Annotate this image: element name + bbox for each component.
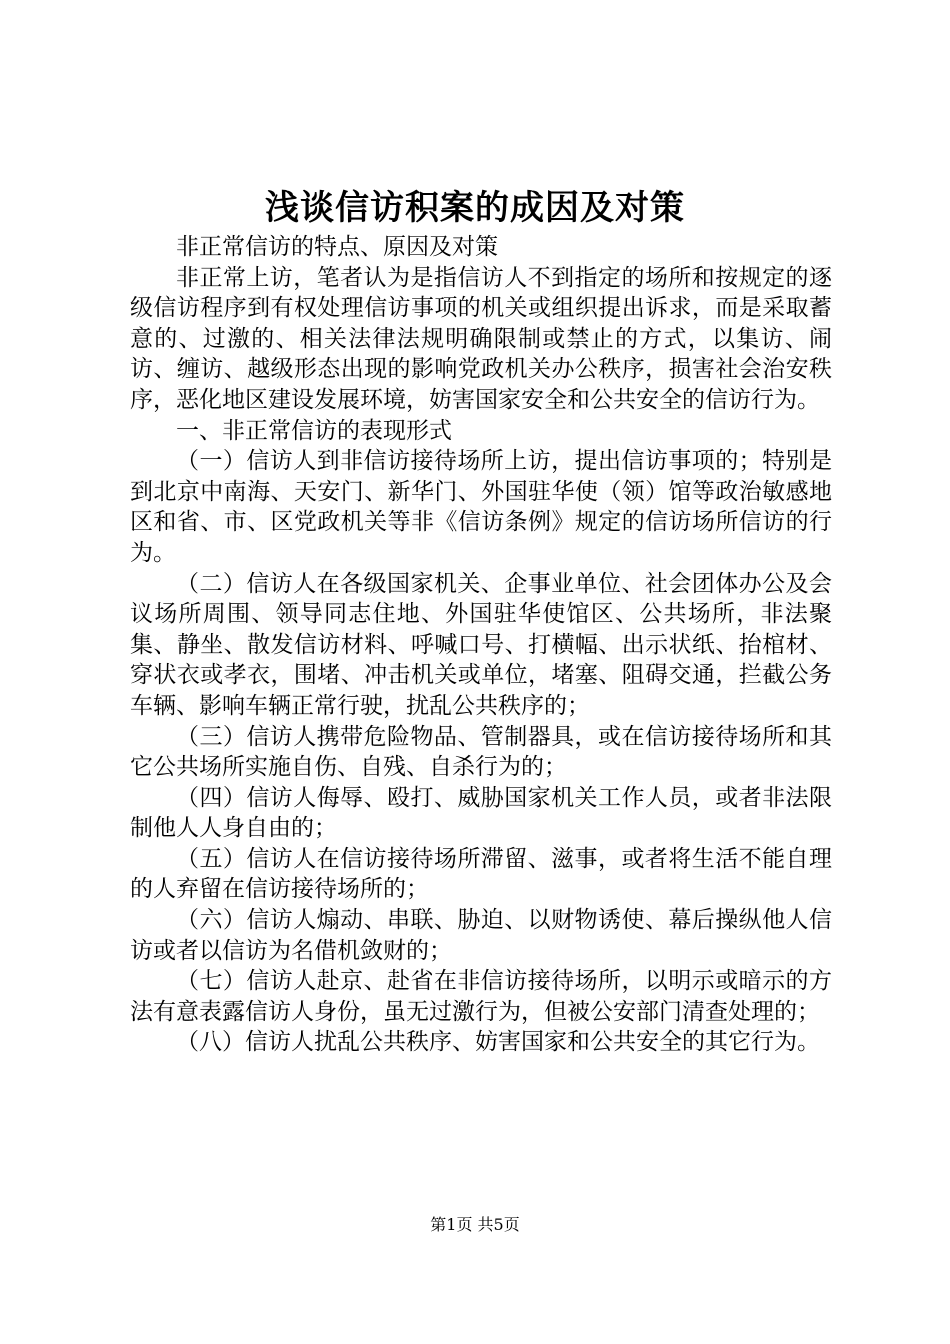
list-item-paragraph: （一）信访人到非信访接待场所上访，提出信访事项的；特别是到北京中南海、天安门、新华门、外国驻华使（领）馆等政治敏感地区和省、市、区党政机关等非《信访条例》规定的信访场所信访的行为。: [130, 448, 832, 566]
section-heading: 非正常信访的特点、原因及对策: [176, 234, 498, 260]
definition-paragraph: 非正常上访，笔者认为是指信访人不到指定的场所和按规定的逐级信访程序到有权处理信访事项的机关或组织提出诉求，而是采取蓄意的、过激的、相关法律法规明确限制或禁止的方式，以集访、闹访、缠访、越级形态出现的影响党政机关办公秩序，损害社会治安秩序，恶化地区建设发展环境，妨害国家安全和公共安全的信访行为。: [130, 264, 832, 413]
list-item-paragraph: （七）信访人赴京、赴省在非信访接待场所，以明示或暗示的方法有意表露信访人身份，虽无过激行为，但被公安部门清查处理的；: [130, 968, 832, 1025]
page-number-footer: 第1页 共5页: [430, 1215, 520, 1234]
list-item-paragraph: （四）信访人侮辱、殴打、威胁国家机关工作人员，或者非法限制他人人身自由的；: [130, 784, 832, 842]
document-body: [130, 232, 832, 1058]
list-item-paragraph: （三）信访人携带危险物品、管制器具，或在信访接待场所和其它公共场所实施自伤、自残、自杀行为的；: [130, 723, 832, 781]
list-item-paragraph: （二）信访人在各级国家机关、企事业单位、社会团体办公及会议场所周围、领导同志住地、外国驻华使馆区、公共场所，非法聚集、静坐、散发信访材料、呼喊口号、打横幅、出示状纸、抬棺材、穿状衣或孝衣，围堵、冲击机关或单位，堵塞、阻碍交通，拦截公务车辆、影响车辆正常行驶，扰乱公共秩序的；: [130, 570, 832, 719]
document-title: 浅谈信访积案的成因及对策: [265, 188, 685, 228]
list-item-paragraph: （六）信访人煽动、串联、胁迫、以财物诱使、幕后操纵他人信访或者以信访为名借机敛财的；: [130, 907, 832, 964]
section-heading: 一、非正常信访的表现形式: [176, 417, 452, 444]
list-item-paragraph: （八）信访人扰乱公共秩序、妨害国家和公共安全的其它行为。: [176, 1029, 820, 1056]
list-item-paragraph: （五）信访人在信访接待场所滞留、滋事，或者将生活不能自理的人弃留在信访接待场所的；: [130, 845, 832, 903]
